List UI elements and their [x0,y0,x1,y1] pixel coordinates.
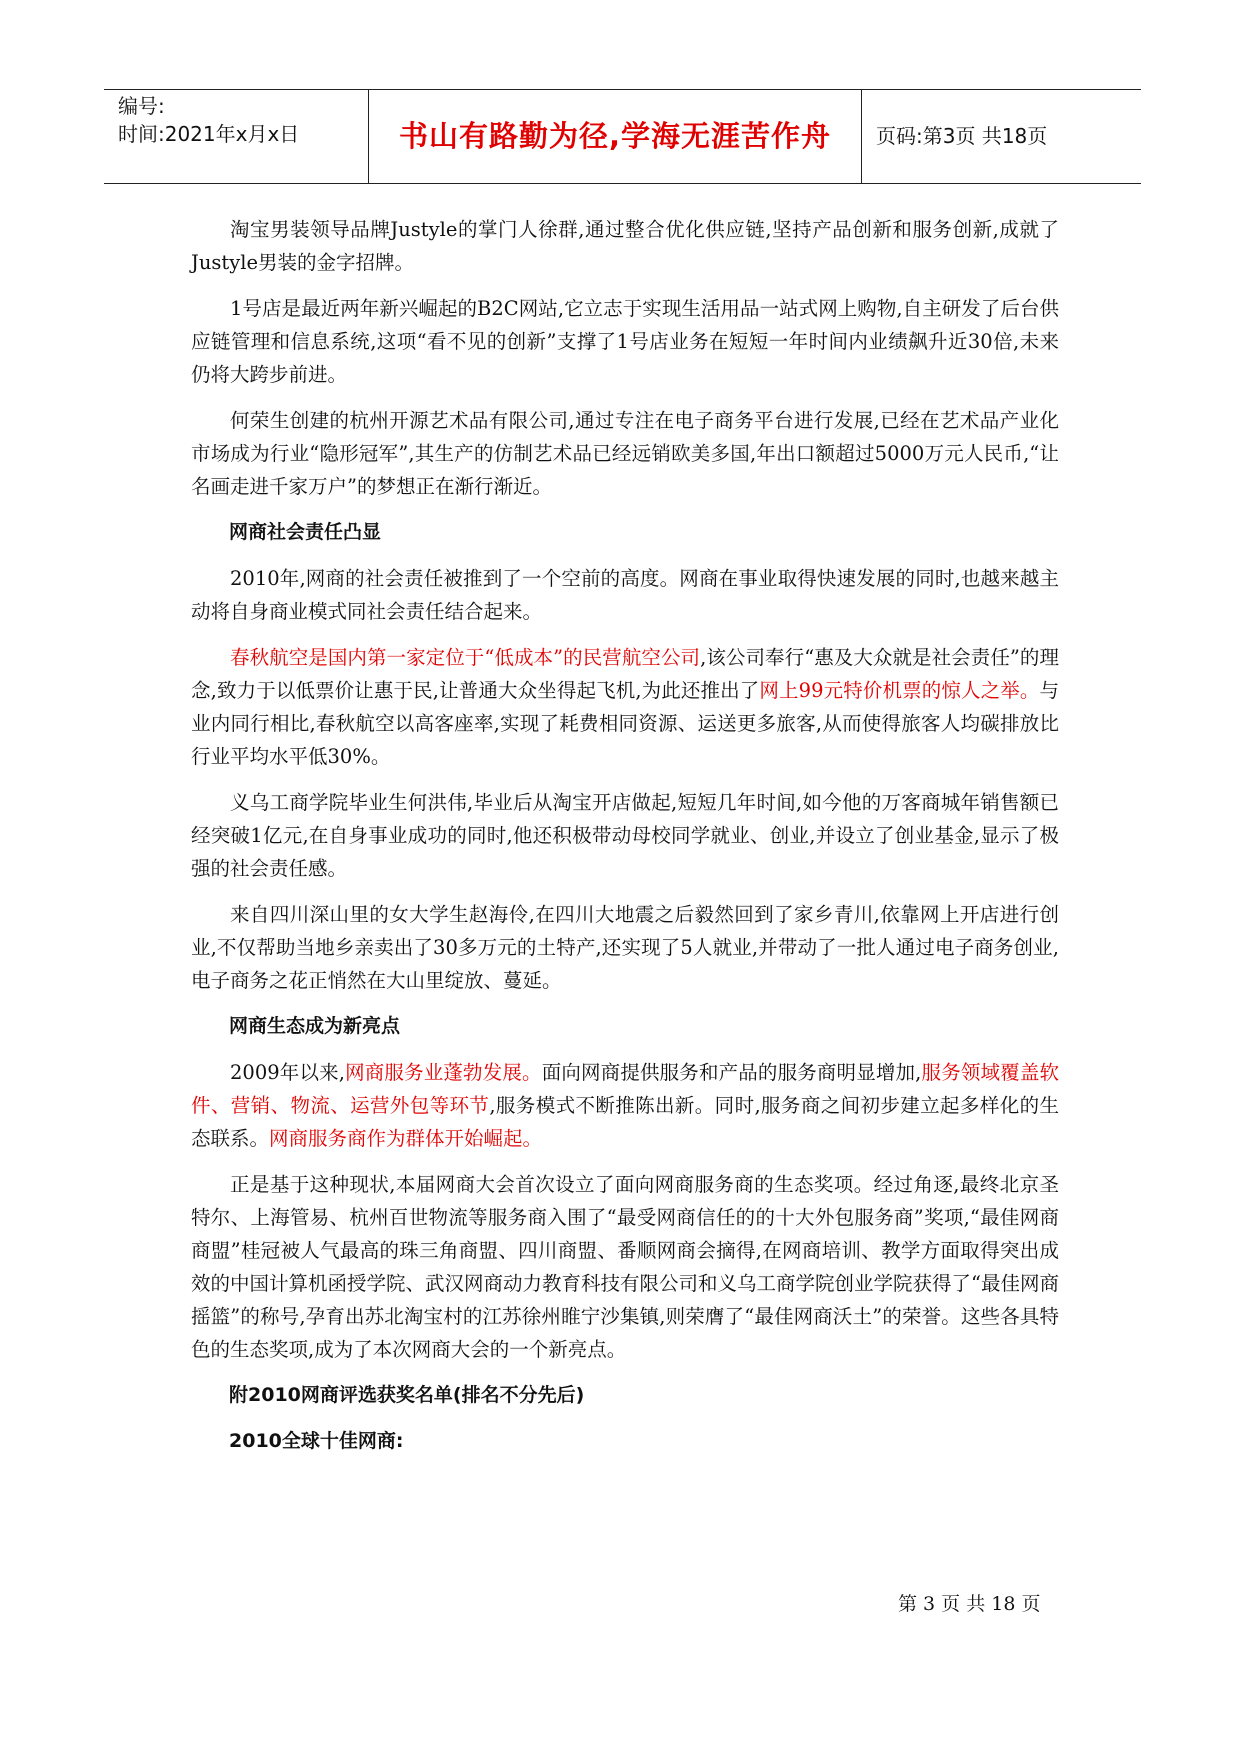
paragraph: 来自四川深山里的女大学生赵海伶,在四川大地震之后毅然回到了家乡青川,依靠网上开店进行创业,不仅帮助当地乡亲卖出了30多万元的土特产,还实现了5人就业,并带动了一批人通过电子商务创业,电子商务之花正悄然在大山里绽放、蔓延。 [191,903,1059,992]
header-meta [118,92,368,148]
paragraph-text: 2009年以来, [230,1061,345,1084]
paragraph [191,1056,1059,1155]
paragraph: 义乌工商学院毕业生何洪伟,毕业后从淘宝开店做起,短短几年时间,如今他的万客商城年销售额已经突破1亿元,在自身事业成功的同时,他还积极带动母校同学就业、创业,并设立了创业基金,显示了极强的社会责任感。 [191,791,1059,880]
section-heading: 2010全球十佳网商: [229,1430,404,1452]
paragraph-text: 与业内同行相比,春秋航空以高客座率,实现了耗费相同资源、运送更多旅客,从而使得旅客人均碳排放比行业平均水平低30%。 [191,679,1059,768]
highlighted-text: 服务领域覆盖软件、营销、物流、运营外包等环节 [191,1061,1059,1117]
page-header [104,89,1141,184]
highlighted-text: 春秋航空是国内第一家定位于“低成本”的民营航空公司 [230,646,701,669]
section-heading: 网商生态成为新亮点 [229,1015,401,1037]
page-footer: 第 3 页 共 18 页 [898,1593,1041,1615]
paragraph: 何荣生创建的杭州开源艺术品有限公司,通过专注在电子商务平台进行发展,已经在艺术品产业化市场成为行业“隐形冠军”,其生产的仿制艺术品已经远销欧美多国,年出口额超过5000万元人民币,“让名画走进千家万户”的梦想正在渐行渐近。 [191,409,1059,498]
paragraph [191,641,1059,773]
section-heading: 附2010网商评选获奖名单(排名不分先后) [229,1384,585,1406]
paragraph: 1号店是最近两年新兴崛起的B2C网站,它立志于实现生活用品一站式网上购物,自主研发了后台供应链管理和信息系统,这项“看不见的创新”支撑了1号店业务在短短一年时间内业绩飙升近30倍,未来仍将大跨步前进。 [191,297,1059,386]
paragraph-text: 面向网商提供服务和产品的服务商明显增加, [541,1061,922,1084]
highlighted-text: 网上99元特价机票的惊人之举。 [759,679,1040,702]
document-number-label: 编号: [118,94,165,118]
paragraph-text: ,服务模式不断推陈出新。同时,服务商之间初步建立起多样化的生态联系。 [191,1094,1059,1150]
header-divider [861,90,862,183]
paragraph: 正是基于这种现状,本届网商大会首次设立了面向网商服务商的生态奖项。经过角逐,最终北京圣特尔、上海管易、杭州百世物流等服务商入围了“最受网商信任的的十大外包服务商”奖项,“最佳网商商盟”桂冠被人气最高的珠三角商盟、四川商盟、番顺网商会摘得,在网商培训、教学方面取得突出成效的中国计算机函授学院、武汉网商动力教育科技有限公司和义乌工商学院创业学院获得了“最佳网商摇篮”的称号,孕育出苏北淘宝村的江苏徐州睢宁沙集镇,则荣膺了“最佳网商沃土”的荣誉。这些各具特色的生态奖项,成为了本次网商大会的一个新亮点。 [191,1173,1059,1361]
header-motto: 书山有路勤为径,学海无涯苦作舟 [398,119,832,153]
document-time-label: 时间:2021年x月x日 [118,122,300,146]
document-body [191,213,1059,1471]
header-page-number: 页码:第3页 共18页 [876,124,1048,148]
section-heading: 网商社会责任凸显 [229,521,382,543]
highlighted-text: 网商服务业蓬勃发展。 [344,1061,542,1084]
header-divider [368,90,369,183]
paragraph: 淘宝男装领导品牌Justyle的掌门人徐群,通过整合优化供应链,坚持产品创新和服务创新,成就了Justyle男装的金字招牌。 [191,218,1059,274]
paragraph-text: ,该公司奉行“惠及大众就是社会责任”的理念,致力于以低票价让惠于民,让普通大众坐得起飞机,为此还推出了 [191,646,1059,702]
paragraph: 2010年,网商的社会责任被推到了一个空前的高度。网商在事业取得快速发展的同时,也越来越主动将自身商业模式同社会责任结合起来。 [191,567,1059,623]
highlighted-text: 网商服务商作为群体开始崛起。 [269,1127,543,1150]
